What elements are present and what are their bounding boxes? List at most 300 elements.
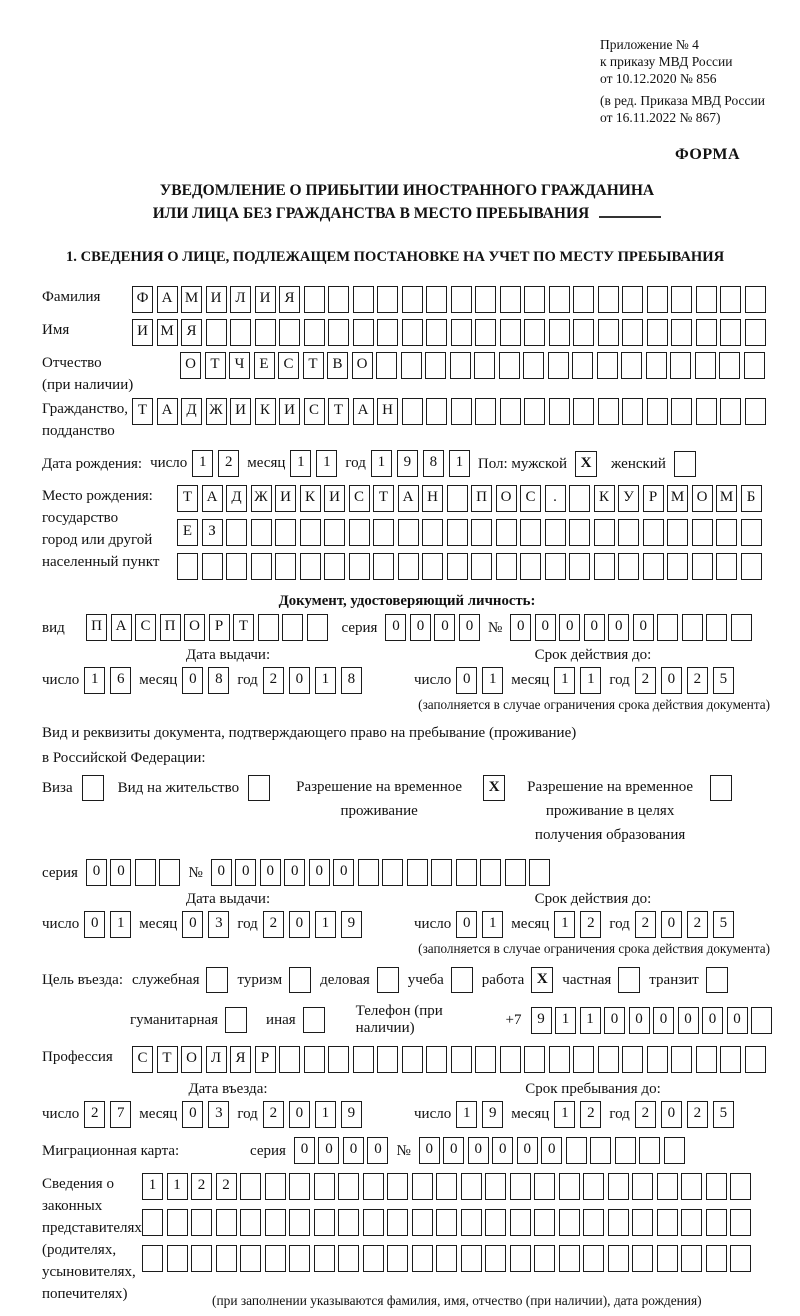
form-cell[interactable]: 1 <box>316 450 337 477</box>
form-cell[interactable] <box>255 319 276 346</box>
form-cell[interactable] <box>647 286 668 313</box>
form-cell[interactable] <box>402 398 423 425</box>
form-cell[interactable] <box>436 1245 457 1272</box>
form-cell[interactable]: 9 <box>341 1101 362 1128</box>
form-cell[interactable] <box>598 286 619 313</box>
form-cell[interactable]: Д <box>181 398 202 425</box>
form-cell[interactable]: Ф <box>132 286 153 313</box>
purpose-business-checkbox[interactable] <box>377 967 399 993</box>
form-cell[interactable] <box>671 286 692 313</box>
form-cell[interactable] <box>671 1046 692 1073</box>
form-cell[interactable] <box>510 1209 531 1236</box>
form-cell[interactable] <box>304 1046 325 1073</box>
form-cell[interactable] <box>407 859 428 886</box>
form-cell[interactable]: О <box>184 614 205 641</box>
form-cell[interactable]: Р <box>643 485 664 512</box>
form-cell[interactable] <box>741 519 762 546</box>
form-cell[interactable]: 0 <box>459 614 480 641</box>
form-cell[interactable] <box>618 553 639 580</box>
form-cell[interactable]: 1 <box>315 1101 336 1128</box>
form-cell[interactable]: 0 <box>443 1137 464 1164</box>
form-cell[interactable] <box>216 1209 237 1236</box>
form-cell[interactable] <box>549 1046 570 1073</box>
form-cell[interactable] <box>741 553 762 580</box>
form-cell[interactable]: 0 <box>284 859 305 886</box>
option-residence-permit-checkbox[interactable] <box>248 775 270 801</box>
form-cell[interactable] <box>534 1245 555 1272</box>
form-cell[interactable] <box>258 614 279 641</box>
form-cell[interactable]: М <box>157 319 178 346</box>
form-cell[interactable]: 2 <box>580 911 601 938</box>
form-cell[interactable] <box>436 1173 457 1200</box>
form-cell[interactable]: 0 <box>289 667 310 694</box>
form-cell[interactable]: С <box>304 398 325 425</box>
form-cell[interactable]: М <box>181 286 202 313</box>
form-cell[interactable] <box>167 1245 188 1272</box>
form-cell[interactable]: 0 <box>182 667 203 694</box>
form-cell[interactable]: 2 <box>687 1101 708 1128</box>
form-cell[interactable] <box>639 1137 660 1164</box>
form-cell[interactable] <box>382 859 403 886</box>
form-cell[interactable] <box>377 1046 398 1073</box>
form-cell[interactable] <box>314 1173 335 1200</box>
form-cell[interactable] <box>523 352 544 379</box>
form-cell[interactable]: 0 <box>84 911 105 938</box>
form-cell[interactable] <box>461 1173 482 1200</box>
form-cell[interactable] <box>450 352 471 379</box>
form-cell[interactable] <box>475 286 496 313</box>
form-cell[interactable] <box>615 1137 636 1164</box>
form-cell[interactable] <box>363 1245 384 1272</box>
form-cell[interactable] <box>328 319 349 346</box>
form-cell[interactable]: 2 <box>263 1101 284 1128</box>
form-cell[interactable] <box>657 1173 678 1200</box>
form-cell[interactable]: 1 <box>580 667 601 694</box>
form-cell[interactable] <box>632 1245 653 1272</box>
form-cell[interactable]: Н <box>377 398 398 425</box>
form-cell[interactable] <box>545 519 566 546</box>
form-cell[interactable] <box>745 319 766 346</box>
form-cell[interactable]: М <box>667 485 688 512</box>
form-cell[interactable] <box>716 553 737 580</box>
form-cell[interactable] <box>657 614 678 641</box>
form-cell[interactable]: 0 <box>434 614 455 641</box>
form-cell[interactable]: 8 <box>423 450 444 477</box>
form-cell[interactable] <box>289 1209 310 1236</box>
form-cell[interactable] <box>529 859 550 886</box>
form-cell[interactable]: 0 <box>535 614 556 641</box>
form-cell[interactable] <box>447 553 468 580</box>
form-cell[interactable]: 5 <box>713 667 734 694</box>
form-cell[interactable] <box>425 352 446 379</box>
form-cell[interactable] <box>608 1245 629 1272</box>
form-cell[interactable] <box>426 398 447 425</box>
form-cell[interactable] <box>353 319 374 346</box>
form-cell[interactable] <box>447 485 468 512</box>
option-visa-checkbox[interactable] <box>82 775 104 801</box>
form-cell[interactable] <box>545 553 566 580</box>
form-cell[interactable] <box>608 1173 629 1200</box>
form-cell[interactable]: 0 <box>456 667 477 694</box>
form-cell[interactable]: 1 <box>142 1173 163 1200</box>
form-cell[interactable] <box>191 1245 212 1272</box>
form-cell[interactable] <box>353 1046 374 1073</box>
form-cell[interactable] <box>275 519 296 546</box>
form-cell[interactable]: 2 <box>84 1101 105 1128</box>
form-cell[interactable] <box>496 519 517 546</box>
form-cell[interactable]: 0 <box>289 1101 310 1128</box>
form-cell[interactable]: 0 <box>629 1007 650 1034</box>
form-cell[interactable] <box>664 1137 685 1164</box>
form-cell[interactable] <box>594 553 615 580</box>
form-cell[interactable]: 0 <box>661 911 682 938</box>
form-cell[interactable]: 0 <box>343 1137 364 1164</box>
form-cell[interactable]: 0 <box>289 911 310 938</box>
form-cell[interactable] <box>412 1245 433 1272</box>
form-cell[interactable]: Ж <box>251 485 272 512</box>
form-cell[interactable] <box>559 1209 580 1236</box>
form-cell[interactable]: С <box>132 1046 153 1073</box>
form-cell[interactable] <box>745 398 766 425</box>
form-cell[interactable]: 0 <box>517 1137 538 1164</box>
form-cell[interactable] <box>314 1245 335 1272</box>
form-cell[interactable] <box>524 398 545 425</box>
form-cell[interactable] <box>398 553 419 580</box>
form-cell[interactable] <box>696 398 717 425</box>
form-cell[interactable]: 0 <box>468 1137 489 1164</box>
form-cell[interactable] <box>412 1209 433 1236</box>
form-cell[interactable]: 0 <box>235 859 256 886</box>
form-cell[interactable]: 1 <box>482 667 503 694</box>
form-cell[interactable]: И <box>279 398 300 425</box>
form-cell[interactable]: В <box>327 352 348 379</box>
form-cell[interactable] <box>363 1173 384 1200</box>
form-cell[interactable] <box>240 1245 261 1272</box>
form-cell[interactable] <box>324 553 345 580</box>
form-cell[interactable]: П <box>160 614 181 641</box>
form-cell[interactable]: И <box>255 286 276 313</box>
form-cell[interactable]: 0 <box>661 1101 682 1128</box>
form-cell[interactable] <box>696 286 717 313</box>
form-cell[interactable] <box>358 859 379 886</box>
form-cell[interactable]: 2 <box>580 1101 601 1128</box>
form-cell[interactable] <box>471 519 492 546</box>
form-cell[interactable] <box>402 1046 423 1073</box>
form-cell[interactable]: 2 <box>635 1101 656 1128</box>
form-cell[interactable] <box>226 553 247 580</box>
form-cell[interactable]: 0 <box>456 911 477 938</box>
form-cell[interactable] <box>500 286 521 313</box>
form-cell[interactable] <box>324 519 345 546</box>
form-cell[interactable] <box>474 352 495 379</box>
form-cell[interactable]: С <box>278 352 299 379</box>
form-cell[interactable]: Т <box>303 352 324 379</box>
form-cell[interactable] <box>667 519 688 546</box>
form-cell[interactable] <box>583 1245 604 1272</box>
form-cell[interactable]: Я <box>279 286 300 313</box>
form-cell[interactable]: С <box>520 485 541 512</box>
form-cell[interactable]: 0 <box>678 1007 699 1034</box>
form-cell[interactable]: 8 <box>208 667 229 694</box>
form-cell[interactable] <box>681 1245 702 1272</box>
form-cell[interactable]: 9 <box>341 911 362 938</box>
form-cell[interactable]: Т <box>177 485 198 512</box>
form-cell[interactable] <box>300 519 321 546</box>
form-cell[interactable]: З <box>202 519 223 546</box>
form-cell[interactable] <box>559 1173 580 1200</box>
form-cell[interactable] <box>549 398 570 425</box>
form-cell[interactable]: 2 <box>263 911 284 938</box>
form-cell[interactable]: С <box>349 485 370 512</box>
form-cell[interactable]: 2 <box>191 1173 212 1200</box>
form-cell[interactable] <box>328 1046 349 1073</box>
form-cell[interactable]: 3 <box>208 1101 229 1128</box>
form-cell[interactable]: 2 <box>635 911 656 938</box>
form-cell[interactable] <box>598 319 619 346</box>
form-cell[interactable]: К <box>594 485 615 512</box>
form-cell[interactable]: 0 <box>653 1007 674 1034</box>
form-cell[interactable] <box>475 1046 496 1073</box>
form-cell[interactable]: А <box>202 485 223 512</box>
form-cell[interactable] <box>436 1209 457 1236</box>
form-cell[interactable] <box>751 1007 772 1034</box>
form-cell[interactable] <box>622 398 643 425</box>
form-cell[interactable] <box>314 1209 335 1236</box>
form-cell[interactable]: А <box>157 398 178 425</box>
form-cell[interactable] <box>594 519 615 546</box>
form-cell[interactable]: 7 <box>110 1101 131 1128</box>
form-cell[interactable] <box>510 1245 531 1272</box>
form-cell[interactable] <box>387 1245 408 1272</box>
form-cell[interactable]: 8 <box>341 667 362 694</box>
form-cell[interactable] <box>422 519 443 546</box>
form-cell[interactable] <box>566 1137 587 1164</box>
form-cell[interactable] <box>135 859 156 886</box>
form-cell[interactable] <box>643 553 664 580</box>
form-cell[interactable]: 1 <box>449 450 470 477</box>
form-cell[interactable]: О <box>352 352 373 379</box>
form-cell[interactable] <box>505 859 526 886</box>
form-cell[interactable]: Б <box>741 485 762 512</box>
form-cell[interactable]: 0 <box>385 614 406 641</box>
form-cell[interactable] <box>499 352 520 379</box>
form-cell[interactable]: Ж <box>206 398 227 425</box>
form-cell[interactable] <box>451 398 472 425</box>
form-cell[interactable]: 0 <box>608 614 629 641</box>
form-cell[interactable] <box>534 1209 555 1236</box>
form-cell[interactable]: Н <box>422 485 443 512</box>
form-cell[interactable] <box>583 1173 604 1200</box>
form-cell[interactable]: П <box>471 485 492 512</box>
form-cell[interactable] <box>500 1046 521 1073</box>
form-cell[interactable] <box>670 352 691 379</box>
form-cell[interactable] <box>681 1173 702 1200</box>
form-cell[interactable] <box>451 1046 472 1073</box>
form-cell[interactable] <box>475 319 496 346</box>
form-cell[interactable]: И <box>324 485 345 512</box>
form-cell[interactable] <box>671 398 692 425</box>
form-cell[interactable] <box>202 553 223 580</box>
form-cell[interactable]: 0 <box>260 859 281 886</box>
form-cell[interactable] <box>349 553 370 580</box>
form-cell[interactable] <box>744 352 765 379</box>
form-cell[interactable] <box>695 352 716 379</box>
form-cell[interactable] <box>667 553 688 580</box>
option-temp-residence-checkbox[interactable]: X <box>483 775 505 801</box>
form-cell[interactable] <box>475 398 496 425</box>
form-cell[interactable] <box>412 1173 433 1200</box>
form-cell[interactable] <box>731 614 752 641</box>
sex-female-checkbox[interactable] <box>674 451 696 477</box>
form-cell[interactable] <box>706 1173 727 1200</box>
form-cell[interactable] <box>549 286 570 313</box>
form-cell[interactable] <box>643 519 664 546</box>
form-cell[interactable] <box>730 1173 751 1200</box>
form-cell[interactable] <box>480 859 501 886</box>
form-cell[interactable]: 0 <box>727 1007 748 1034</box>
form-cell[interactable]: 2 <box>635 667 656 694</box>
form-cell[interactable] <box>349 519 370 546</box>
form-cell[interactable]: Т <box>157 1046 178 1073</box>
form-cell[interactable] <box>377 286 398 313</box>
form-cell[interactable] <box>692 519 713 546</box>
form-cell[interactable] <box>730 1245 751 1272</box>
form-cell[interactable] <box>402 286 423 313</box>
form-cell[interactable] <box>692 553 713 580</box>
form-cell[interactable]: 0 <box>510 614 531 641</box>
form-cell[interactable] <box>431 859 452 886</box>
form-cell[interactable] <box>657 1209 678 1236</box>
purpose-official-checkbox[interactable] <box>206 967 228 993</box>
form-cell[interactable]: 0 <box>584 614 605 641</box>
form-cell[interactable]: 9 <box>397 450 418 477</box>
form-cell[interactable] <box>597 352 618 379</box>
form-cell[interactable]: Е <box>254 352 275 379</box>
form-cell[interactable] <box>167 1209 188 1236</box>
form-cell[interactable] <box>622 319 643 346</box>
form-cell[interactable]: 1 <box>555 1007 576 1034</box>
form-cell[interactable]: 1 <box>580 1007 601 1034</box>
purpose-transit-checkbox[interactable] <box>706 967 728 993</box>
form-cell[interactable]: 2 <box>216 1173 237 1200</box>
form-cell[interactable] <box>632 1173 653 1200</box>
form-cell[interactable] <box>142 1245 163 1272</box>
form-cell[interactable]: К <box>255 398 276 425</box>
form-cell[interactable] <box>559 1245 580 1272</box>
form-cell[interactable]: Р <box>209 614 230 641</box>
form-cell[interactable]: Т <box>328 398 349 425</box>
form-cell[interactable] <box>159 859 180 886</box>
form-cell[interactable]: 1 <box>554 667 575 694</box>
form-cell[interactable] <box>426 1046 447 1073</box>
form-cell[interactable]: 0 <box>661 667 682 694</box>
form-cell[interactable] <box>304 286 325 313</box>
form-cell[interactable]: 1 <box>84 667 105 694</box>
form-cell[interactable]: 0 <box>294 1137 315 1164</box>
form-cell[interactable] <box>608 1209 629 1236</box>
purpose-work-checkbox[interactable]: X <box>531 967 553 993</box>
form-cell[interactable]: 2 <box>218 450 239 477</box>
form-cell[interactable]: Т <box>233 614 254 641</box>
form-cell[interactable] <box>353 286 374 313</box>
form-cell[interactable]: 0 <box>633 614 654 641</box>
form-cell[interactable] <box>745 1046 766 1073</box>
form-cell[interactable]: И <box>275 485 296 512</box>
form-cell[interactable] <box>496 553 517 580</box>
form-cell[interactable] <box>682 614 703 641</box>
form-cell[interactable] <box>696 319 717 346</box>
form-cell[interactable] <box>485 1245 506 1272</box>
form-cell[interactable] <box>500 319 521 346</box>
form-cell[interactable] <box>251 553 272 580</box>
form-cell[interactable] <box>716 519 737 546</box>
form-cell[interactable] <box>647 319 668 346</box>
form-cell[interactable] <box>598 398 619 425</box>
form-cell[interactable]: 0 <box>702 1007 723 1034</box>
form-cell[interactable] <box>520 519 541 546</box>
form-cell[interactable]: Ч <box>229 352 250 379</box>
form-cell[interactable]: А <box>157 286 178 313</box>
form-cell[interactable]: 0 <box>541 1137 562 1164</box>
form-cell[interactable] <box>573 1046 594 1073</box>
form-cell[interactable] <box>387 1173 408 1200</box>
form-cell[interactable]: Т <box>205 352 226 379</box>
form-cell[interactable]: 1 <box>315 911 336 938</box>
form-cell[interactable] <box>206 319 227 346</box>
purpose-other-checkbox[interactable] <box>303 1007 325 1033</box>
form-cell[interactable] <box>265 1245 286 1272</box>
form-cell[interactable] <box>240 1209 261 1236</box>
form-cell[interactable] <box>471 553 492 580</box>
form-cell[interactable] <box>549 319 570 346</box>
form-cell[interactable]: 0 <box>419 1137 440 1164</box>
form-cell[interactable]: 0 <box>333 859 354 886</box>
form-cell[interactable] <box>377 319 398 346</box>
form-cell[interactable] <box>590 1137 611 1164</box>
form-cell[interactable]: 1 <box>456 1101 477 1128</box>
form-cell[interactable] <box>719 352 740 379</box>
form-cell[interactable] <box>598 1046 619 1073</box>
form-cell[interactable] <box>398 519 419 546</box>
form-cell[interactable]: 0 <box>559 614 580 641</box>
form-cell[interactable] <box>426 319 447 346</box>
form-cell[interactable] <box>279 319 300 346</box>
form-cell[interactable] <box>534 1173 555 1200</box>
form-cell[interactable]: М <box>716 485 737 512</box>
form-cell[interactable] <box>230 319 251 346</box>
form-cell[interactable] <box>622 286 643 313</box>
form-cell[interactable]: 0 <box>309 859 330 886</box>
form-cell[interactable] <box>706 614 727 641</box>
form-cell[interactable] <box>338 1245 359 1272</box>
form-cell[interactable] <box>569 519 590 546</box>
form-cell[interactable] <box>647 398 668 425</box>
form-cell[interactable]: 5 <box>713 1101 734 1128</box>
purpose-humanitarian-checkbox[interactable] <box>225 1007 247 1033</box>
form-cell[interactable] <box>706 1245 727 1272</box>
form-cell[interactable] <box>681 1209 702 1236</box>
form-cell[interactable]: Р <box>255 1046 276 1073</box>
form-cell[interactable]: Т <box>132 398 153 425</box>
form-cell[interactable]: 3 <box>208 911 229 938</box>
purpose-private-checkbox[interactable] <box>618 967 640 993</box>
form-cell[interactable]: 1 <box>554 1101 575 1128</box>
form-cell[interactable] <box>307 614 328 641</box>
form-cell[interactable]: Т <box>373 485 394 512</box>
form-cell[interactable]: 0 <box>182 911 203 938</box>
form-cell[interactable] <box>338 1173 359 1200</box>
form-cell[interactable] <box>572 352 593 379</box>
